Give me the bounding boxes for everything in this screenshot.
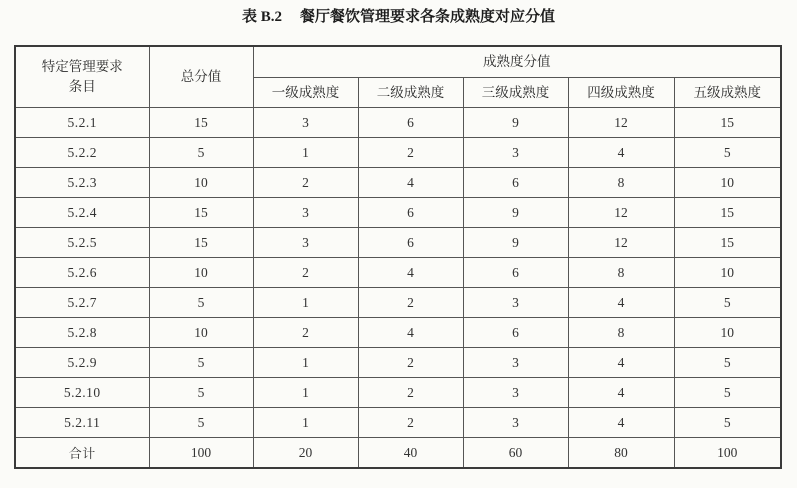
level-2-cell: 4 xyxy=(358,168,463,198)
level-1-cell: 1 xyxy=(253,378,358,408)
total-label-cell: 合计 xyxy=(15,438,149,469)
level-2-cell: 4 xyxy=(358,258,463,288)
header-maturity-group: 成熟度分值 xyxy=(253,46,781,78)
table-row xyxy=(15,228,781,258)
total-cell: 5 xyxy=(149,288,253,318)
table-number: 表 B.2 xyxy=(241,9,282,25)
level-2-cell: 2 xyxy=(358,288,463,318)
total-cell: 15 xyxy=(149,108,253,138)
table-row xyxy=(15,288,781,318)
level-4-cell: 4 xyxy=(568,408,674,438)
level-1-cell: 2 xyxy=(253,258,358,288)
item-cell: 5.2.9 xyxy=(15,348,149,378)
total-level-4-cell: 80 xyxy=(568,438,674,469)
level-1-cell: 2 xyxy=(253,318,358,348)
table-row xyxy=(15,168,781,198)
level-5-cell: 5 xyxy=(674,138,781,168)
table-row xyxy=(15,348,781,378)
level-3-cell: 3 xyxy=(463,348,568,378)
item-cell: 5.2.6 xyxy=(15,258,149,288)
level-2-cell: 4 xyxy=(358,318,463,348)
level-1-cell: 3 xyxy=(253,108,358,138)
total-cell: 5 xyxy=(149,138,253,168)
level-5-cell: 5 xyxy=(674,288,781,318)
total-level-2-cell: 40 xyxy=(358,438,463,469)
total-cell: 10 xyxy=(149,258,253,288)
item-cell: 5.2.1 xyxy=(15,108,149,138)
level-3-cell: 6 xyxy=(463,318,568,348)
level-1-cell: 1 xyxy=(253,348,358,378)
level-4-cell: 12 xyxy=(568,108,674,138)
table-row xyxy=(15,408,781,438)
level-2-cell: 6 xyxy=(358,228,463,258)
header-item-col: 特定管理要求条目 xyxy=(15,46,149,108)
table-row xyxy=(15,318,781,348)
item-cell: 5.2.11 xyxy=(15,408,149,438)
total-row xyxy=(15,438,781,469)
item-cell: 5.2.3 xyxy=(15,168,149,198)
header-level-1: 一级成熟度 xyxy=(253,78,358,108)
level-5-cell: 10 xyxy=(674,318,781,348)
table-caption xyxy=(0,5,797,26)
level-5-cell: 5 xyxy=(674,348,781,378)
item-cell: 5.2.2 xyxy=(15,138,149,168)
level-5-cell: 10 xyxy=(674,258,781,288)
header-total-col: 总分值 xyxy=(149,46,253,108)
table-row xyxy=(15,108,781,138)
level-3-cell: 3 xyxy=(463,288,568,318)
level-4-cell: 12 xyxy=(568,198,674,228)
level-3-cell: 9 xyxy=(463,198,568,228)
level-2-cell: 2 xyxy=(358,348,463,378)
table-row xyxy=(15,258,781,288)
level-2-cell: 6 xyxy=(358,198,463,228)
level-1-cell: 3 xyxy=(253,228,358,258)
total-cell: 5 xyxy=(149,408,253,438)
table-body xyxy=(15,108,781,469)
level-3-cell: 6 xyxy=(463,168,568,198)
level-4-cell: 4 xyxy=(568,138,674,168)
header-level-3: 三级成熟度 xyxy=(463,78,568,108)
level-3-cell: 3 xyxy=(463,378,568,408)
level-4-cell: 4 xyxy=(568,378,674,408)
level-4-cell: 8 xyxy=(568,258,674,288)
level-3-cell: 3 xyxy=(463,138,568,168)
total-level-1-cell: 20 xyxy=(253,438,358,469)
total-total-cell: 100 xyxy=(149,438,253,469)
table-row xyxy=(15,198,781,228)
level-5-cell: 5 xyxy=(674,378,781,408)
level-1-cell: 1 xyxy=(253,288,358,318)
level-1-cell: 1 xyxy=(253,138,358,168)
level-3-cell: 9 xyxy=(463,108,568,138)
level-2-cell: 6 xyxy=(358,108,463,138)
header-level-5: 五级成熟度 xyxy=(674,78,781,108)
level-1-cell: 3 xyxy=(253,198,358,228)
level-5-cell: 5 xyxy=(674,408,781,438)
level-4-cell: 4 xyxy=(568,288,674,318)
table-row xyxy=(15,138,781,168)
level-4-cell: 8 xyxy=(568,318,674,348)
item-cell: 5.2.5 xyxy=(15,228,149,258)
level-5-cell: 15 xyxy=(674,108,781,138)
table-title: 餐厅餐饮管理要求各条成熟度对应分值 xyxy=(300,7,556,25)
total-level-5-cell: 100 xyxy=(674,438,781,469)
item-cell: 5.2.8 xyxy=(15,318,149,348)
table-header xyxy=(15,46,781,108)
level-1-cell: 1 xyxy=(253,408,358,438)
level-3-cell: 9 xyxy=(463,228,568,258)
total-cell: 10 xyxy=(149,318,253,348)
total-cell: 15 xyxy=(149,198,253,228)
level-2-cell: 2 xyxy=(358,378,463,408)
level-3-cell: 6 xyxy=(463,258,568,288)
header-level-2: 二级成熟度 xyxy=(358,78,463,108)
level-4-cell: 8 xyxy=(568,168,674,198)
total-cell: 5 xyxy=(149,348,253,378)
total-cell: 10 xyxy=(149,168,253,198)
header-level-4: 四级成熟度 xyxy=(568,78,674,108)
level-5-cell: 10 xyxy=(674,168,781,198)
level-4-cell: 12 xyxy=(568,228,674,258)
level-4-cell: 4 xyxy=(568,348,674,378)
header-row-top xyxy=(15,46,781,78)
level-1-cell: 2 xyxy=(253,168,358,198)
total-level-3-cell: 60 xyxy=(463,438,568,469)
level-5-cell: 15 xyxy=(674,228,781,258)
table-row xyxy=(15,378,781,408)
level-2-cell: 2 xyxy=(358,408,463,438)
level-5-cell: 15 xyxy=(674,198,781,228)
item-cell: 5.2.7 xyxy=(15,288,149,318)
total-cell: 5 xyxy=(149,378,253,408)
item-cell: 5.2.10 xyxy=(15,378,149,408)
item-cell: 5.2.4 xyxy=(15,198,149,228)
level-2-cell: 2 xyxy=(358,138,463,168)
total-cell: 15 xyxy=(149,228,253,258)
maturity-score-table xyxy=(14,45,782,469)
level-3-cell: 3 xyxy=(463,408,568,438)
